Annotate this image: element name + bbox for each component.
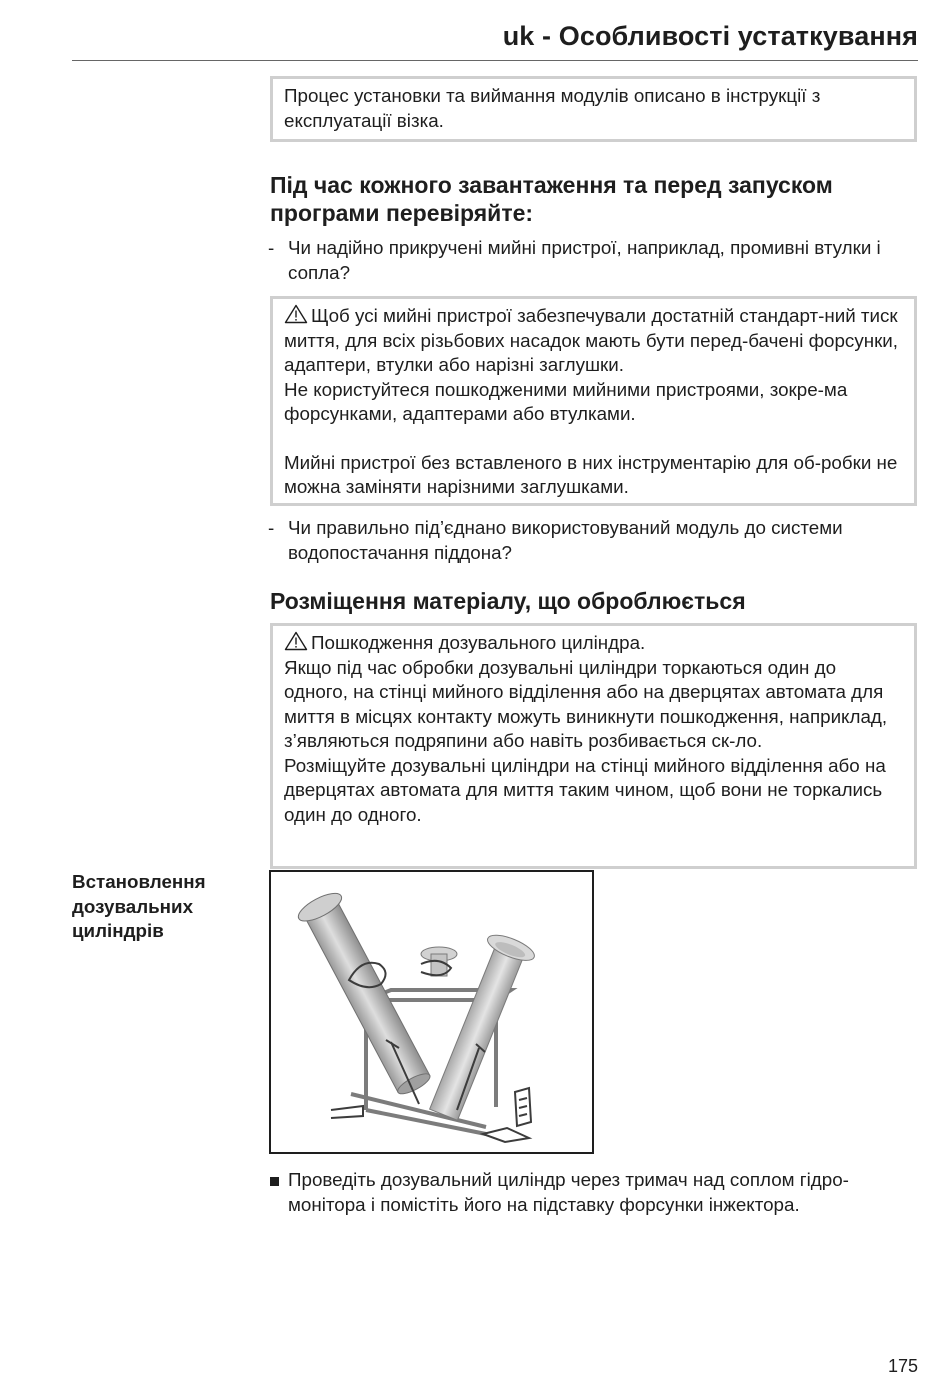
placement-warning-paragraph-1: Якщо під час обробки дозувальні циліндри торкаються один до одного, на стінці мийного відділення або на дверцятах автомата для миття в місцях контакту можуть виникнути пошкодження, наприклад, з’являються подряпини або навіть розбивається ск-ло. bbox=[284, 656, 888, 751]
instruction-text: Проведіть дозувальний циліндр через тримач над соплом гідро-монітора і помістіть його на підставку форсунки інжектора. bbox=[288, 1169, 849, 1215]
check-list-first bbox=[270, 236, 917, 285]
spacer bbox=[270, 285, 917, 296]
page-number: 175 bbox=[887, 1356, 918, 1376]
list-item bbox=[270, 516, 917, 565]
placement-section-title: Розміщення матеріалу, що оброблюється bbox=[270, 588, 746, 614]
side-label-line: дозувальних bbox=[72, 895, 194, 917]
main-content bbox=[270, 76, 917, 869]
spacer bbox=[270, 615, 917, 623]
side-label-line: циліндрів bbox=[72, 920, 164, 941]
warning-triangle-icon bbox=[284, 631, 308, 651]
list-item-text: Чи надійно прикручені мийні пристрої, наприклад, промивні втулки і сопла? bbox=[288, 237, 881, 283]
check-section-title: Під час кожного завантаження та перед запуском програми перевіряйте: bbox=[270, 172, 833, 226]
check-warning-paragraph-1 bbox=[284, 304, 903, 378]
check-warning-paragraph-3: Мийні пристрої без вставленого в них інструментарію для об-робки не можна заміняти нарізними заглушками. bbox=[284, 451, 898, 497]
placement-warning-headline-text: Пошкодження дозувального циліндра. bbox=[311, 632, 646, 653]
instruction-item bbox=[270, 1168, 917, 1217]
dosing-cylinder-holder-illustration bbox=[271, 872, 592, 1152]
warning-triangle-icon bbox=[284, 304, 308, 324]
check-warning-box bbox=[270, 296, 917, 506]
placement-warning-headline bbox=[284, 631, 903, 656]
spacer bbox=[270, 565, 917, 587]
spacer bbox=[284, 427, 903, 451]
side-label-line: Встановлення bbox=[72, 871, 206, 892]
bullet-square-icon bbox=[270, 1177, 279, 1186]
page-title: uk - Особливості устаткування bbox=[502, 21, 918, 51]
placement-warning-box bbox=[270, 623, 917, 869]
page-header bbox=[72, 16, 918, 61]
list-item bbox=[270, 236, 917, 285]
placement-warning-paragraph-2: Розміщуйте дозувальні циліндри на стінці мийного відділення або на дверцятах автомата для миття таким чином, щоб вони не торкались один до одного. bbox=[284, 754, 886, 825]
spacer bbox=[270, 227, 917, 236]
device-figure bbox=[269, 870, 594, 1154]
list-item-text: Чи правильно під’єднано використовуваний модуль до системи водопостачання піддона? bbox=[288, 517, 843, 563]
side-label bbox=[72, 870, 252, 944]
spacer bbox=[270, 142, 917, 171]
intro-note-text: Процес установки та виймання модулів описано в інструкції з експлуатації візка. bbox=[284, 85, 821, 131]
spacer bbox=[270, 506, 917, 516]
check-warning-text-1: Щоб усі мийні пристрої забезпечували достатній стандарт-ний тиск миття, для всіх різьбових насадок мають бути перед-бачені форсунки, адаптери, втулки або нарізні заглушки. bbox=[284, 305, 899, 375]
intro-note-box bbox=[270, 76, 917, 142]
dash-marker: - bbox=[268, 237, 275, 258]
check-warning-paragraph-2: Не користуйтеся пошкодженими мийними пристроями, зокре-ма форсунками, адаптерами або втулками. bbox=[284, 378, 848, 424]
dash-marker: - bbox=[268, 517, 275, 538]
check-list-second bbox=[270, 516, 917, 565]
